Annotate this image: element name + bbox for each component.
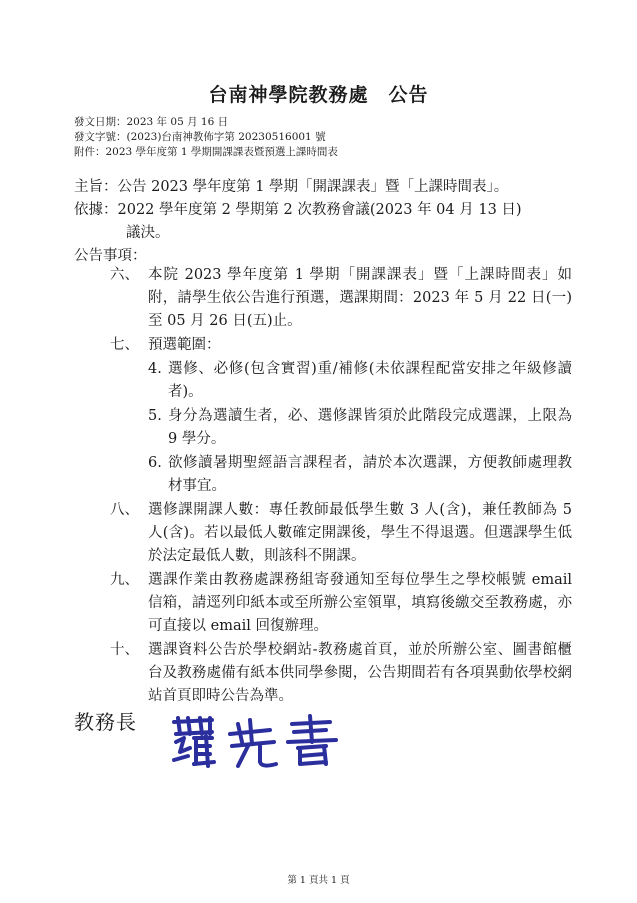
- item-text: 選修課開課人數：專任教師最低學生數 3 人(含)，兼任教師為 5 人(含)。若以最低人數確定開課後，學生不得退選。但選課學生低於法定最低人數，則該科不開課。: [148, 502, 572, 564]
- sub-item-list: [148, 358, 572, 498]
- item-text: 選課作業由教務處課務組寄發通知至每位學生之學校帳號 email 信箱，請逕列印紙本或至所辦公室領單，填寫後繳交至教務處，亦可直接以 email 回復辦理。: [148, 572, 572, 634]
- document-meta: [74, 115, 338, 160]
- sub-item-number: 6.: [148, 455, 162, 471]
- item-number: 十、: [110, 642, 139, 658]
- basis-line-1: 依據：2022 學年度第 2 學期第 2 次教務會議(2023 年 04 月 13 日): [74, 202, 522, 218]
- attachment-line: 附件：2023 學年度第 1 學期開課課表暨預選上課時間表: [74, 146, 338, 158]
- announcement-item: [110, 569, 572, 638]
- subject-line: 主旨：公告 2023 學年度第 1 學期「開課課表」暨「上課時間表」。: [74, 179, 509, 195]
- sub-item-text: 欲修讀暑期聖經語言課程者，請於本次選課，方便教師處理教材事宜。: [168, 455, 572, 494]
- announcement-item: [110, 264, 572, 333]
- sub-item-number: 5.: [148, 408, 162, 424]
- basis-line-2: 議決。: [126, 225, 170, 241]
- item-number: 八、: [110, 502, 139, 518]
- sub-item: [148, 405, 572, 451]
- announcement-item: [110, 639, 572, 708]
- sub-item-text: 選修、必修(包含實習)重/補修(未依課程配當安排之年級修讀者)。: [168, 361, 572, 400]
- announcement-items: [110, 264, 572, 709]
- sub-item-number: 4.: [148, 361, 162, 377]
- item-number: 七、: [110, 337, 139, 353]
- item-number: 九、: [110, 572, 139, 588]
- director-label: 教務長: [74, 710, 137, 734]
- issue-date: 發文日期：2023 年 05 月 16 日: [74, 116, 229, 128]
- item-number: 六、: [110, 267, 139, 283]
- announcement-item: [110, 499, 572, 568]
- page-title: 台南神學院教務處 公告: [208, 84, 429, 106]
- item-body: [148, 334, 572, 498]
- document-number: 發文字號：(2023)台南神教佈字第 20230516001 號: [74, 131, 326, 143]
- basis-block: [74, 199, 574, 245]
- item-text: 本院 2023 學年度第 1 學期「開課課表」暨「上課時間表」如附，請學生依公告進行預選，選課期間：2023 年 5 月 22 日(一)至 05 月 26 日(五)止。: [148, 267, 572, 329]
- handwritten-signature: [166, 712, 346, 772]
- announcement-heading: 公告事項：: [74, 248, 147, 264]
- sub-item: [148, 358, 572, 404]
- item-text: 選課資料公告於學校網站-教務處首頁，並於所辦公室、圖書館櫃台及教務處備有紙本供同學參閱，公告期間若有各項異動依學校網站首頁即時公告為準。: [148, 642, 572, 704]
- sub-item-text: 身分為選讀生者，必、選修課皆須於此階段完成選課，上限為 9 學分。: [168, 408, 572, 447]
- announcement-item: [110, 334, 572, 498]
- item-text: 預選範圍：: [148, 337, 221, 353]
- page-footer: 第 1 頁共 1 頁: [287, 875, 350, 886]
- sub-item: [148, 452, 572, 498]
